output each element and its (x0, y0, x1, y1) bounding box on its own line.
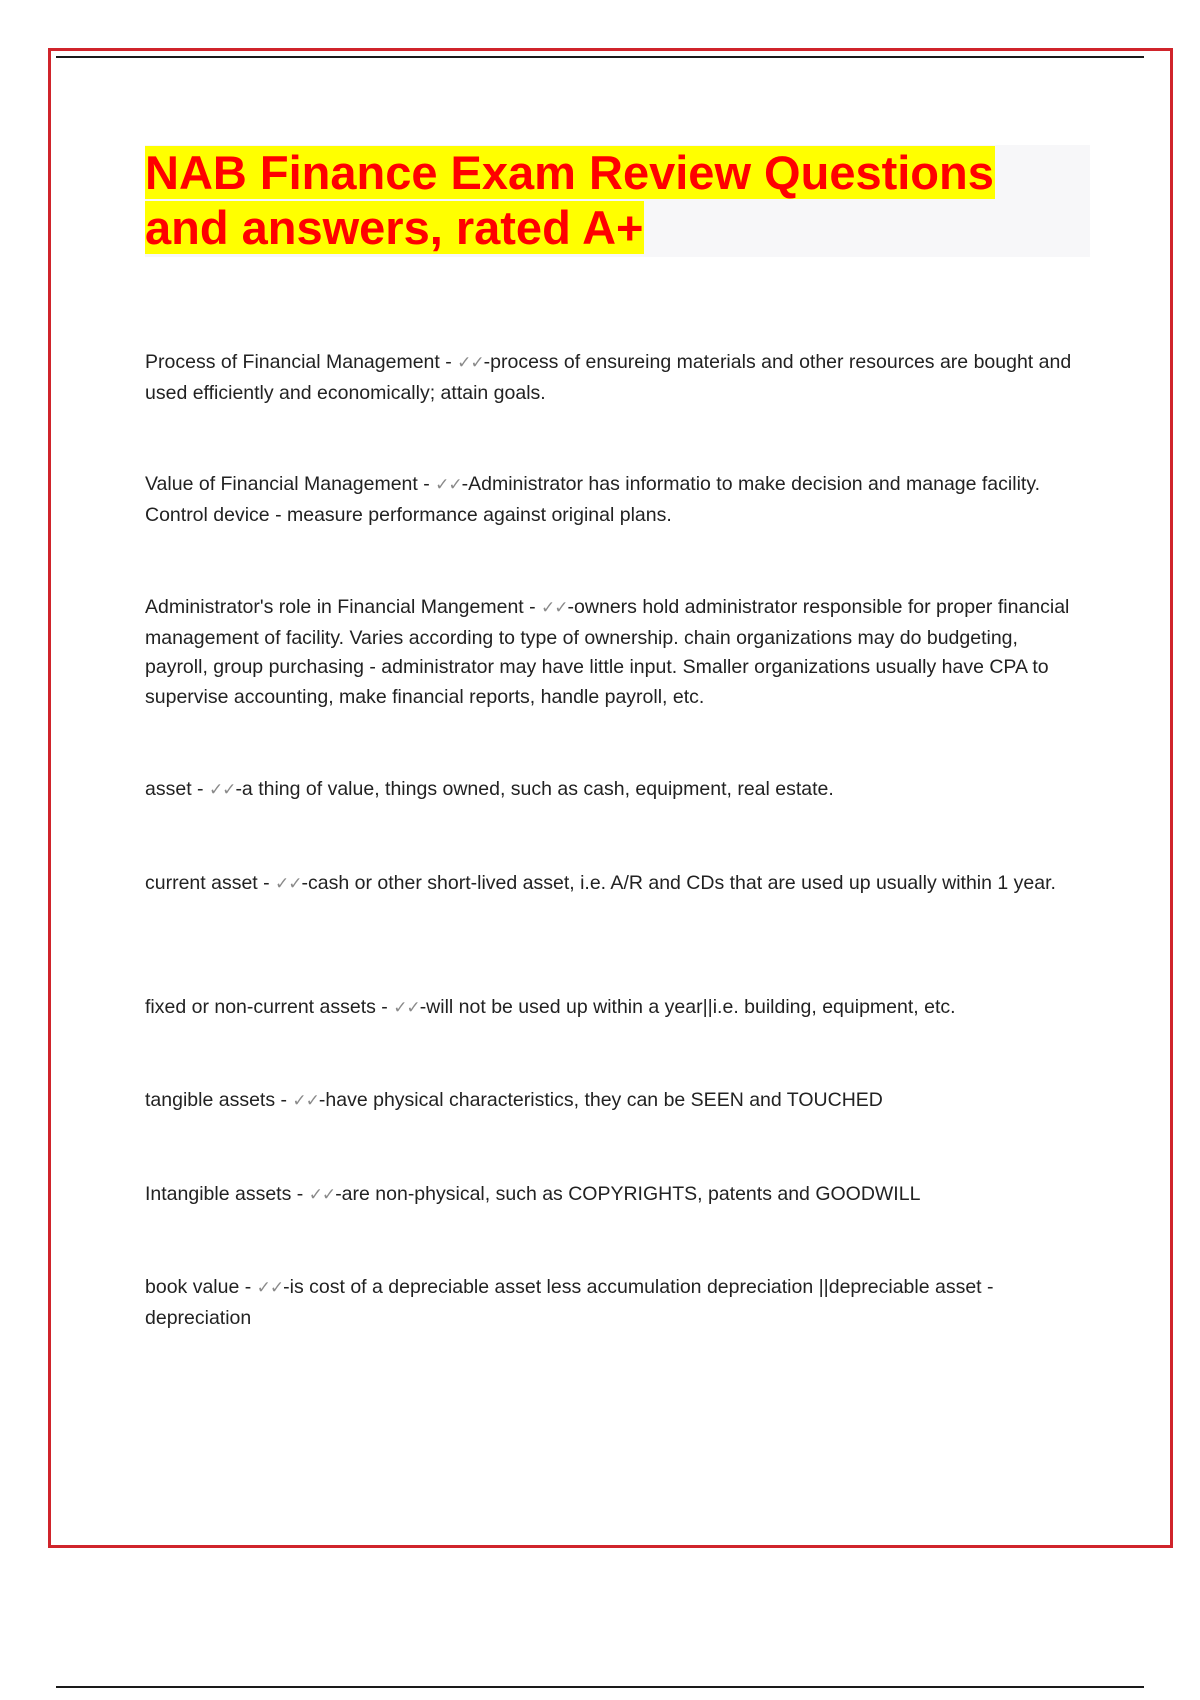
qa-answer: -is cost of a depreciable asset less accumulation depreciation ||depreciable asset - depreciation (145, 1276, 994, 1329)
qa-answer: -process of ensureing materials and other resources are bought and used efficiently and economically; attain goals. (145, 351, 1072, 404)
qa-answer: -have physical characteristics, they can be SEEN and TOUCHED (318, 1089, 883, 1111)
qa-list (145, 348, 1085, 1333)
qa-term: fixed or non-current assets - (145, 996, 394, 1018)
qa-answer: -Administrator has informatio to make decision and manage facility. Control device - measure performance against original plans. (145, 473, 1041, 526)
qa-term: Administrator's role in Financial Mangement - (145, 596, 542, 618)
double-check-icon: ✓✓ (541, 598, 568, 618)
qa-term: tangible assets - (145, 1089, 293, 1111)
qa-item (145, 775, 1085, 869)
double-check-icon: ✓✓ (292, 1091, 319, 1111)
qa-item (145, 593, 1085, 775)
double-check-icon: ✓✓ (457, 353, 484, 373)
double-check-icon: ✓✓ (435, 475, 462, 495)
qa-term: book value - (145, 1276, 257, 1298)
qa-answer: -are non-physical, such as COPYRIGHTS, patents and GOODWILL (335, 1183, 921, 1205)
header-rule (56, 56, 1144, 58)
qa-answer: -owners hold administrator responsible for proper financial management of facility. Varies according to type of ownership. chain organizations may do budgeting, payroll, group purchasing - administrator may have little input. Smaller organizations usually have CPA to supervise accounting, make financial reports, handle payroll, etc. (145, 596, 1070, 708)
qa-item (145, 993, 1085, 1086)
qa-answer: -will not be used up within a year||i.e. building, equipment, etc. (419, 996, 956, 1018)
footer-rule (56, 1686, 1144, 1688)
double-check-icon: ✓✓ (208, 780, 236, 800)
qa-answer: -cash or other short-lived asset, i.e. A/R and CDs that are used up usually within 1 year. (301, 872, 1056, 894)
double-check-icon: ✓✓ (393, 998, 420, 1018)
title-block (145, 145, 1090, 257)
qa-item (145, 1273, 1085, 1333)
qa-answer: -a thing of value, things owned, such as cash, equipment, real estate. (235, 778, 834, 800)
document-title (145, 145, 1090, 255)
double-check-icon: ✓✓ (275, 874, 302, 894)
qa-item (145, 348, 1085, 470)
qa-term: Intangible assets - (145, 1183, 309, 1205)
qa-term: asset - (145, 778, 209, 800)
qa-term: Value of Financial Management - (145, 473, 436, 495)
qa-term: Process of Financial Management - (145, 351, 458, 373)
qa-item (145, 1180, 1085, 1273)
qa-item (145, 869, 1085, 993)
qa-term: current asset - (145, 872, 276, 894)
qa-item (145, 470, 1085, 593)
qa-item (145, 1086, 1085, 1180)
double-check-icon: ✓✓ (308, 1185, 336, 1205)
title-line-1: NAB Finance Exam Review Questions (145, 146, 994, 199)
title-line-2: and answers, rated A+ (145, 201, 644, 254)
double-check-icon: ✓✓ (256, 1278, 284, 1298)
